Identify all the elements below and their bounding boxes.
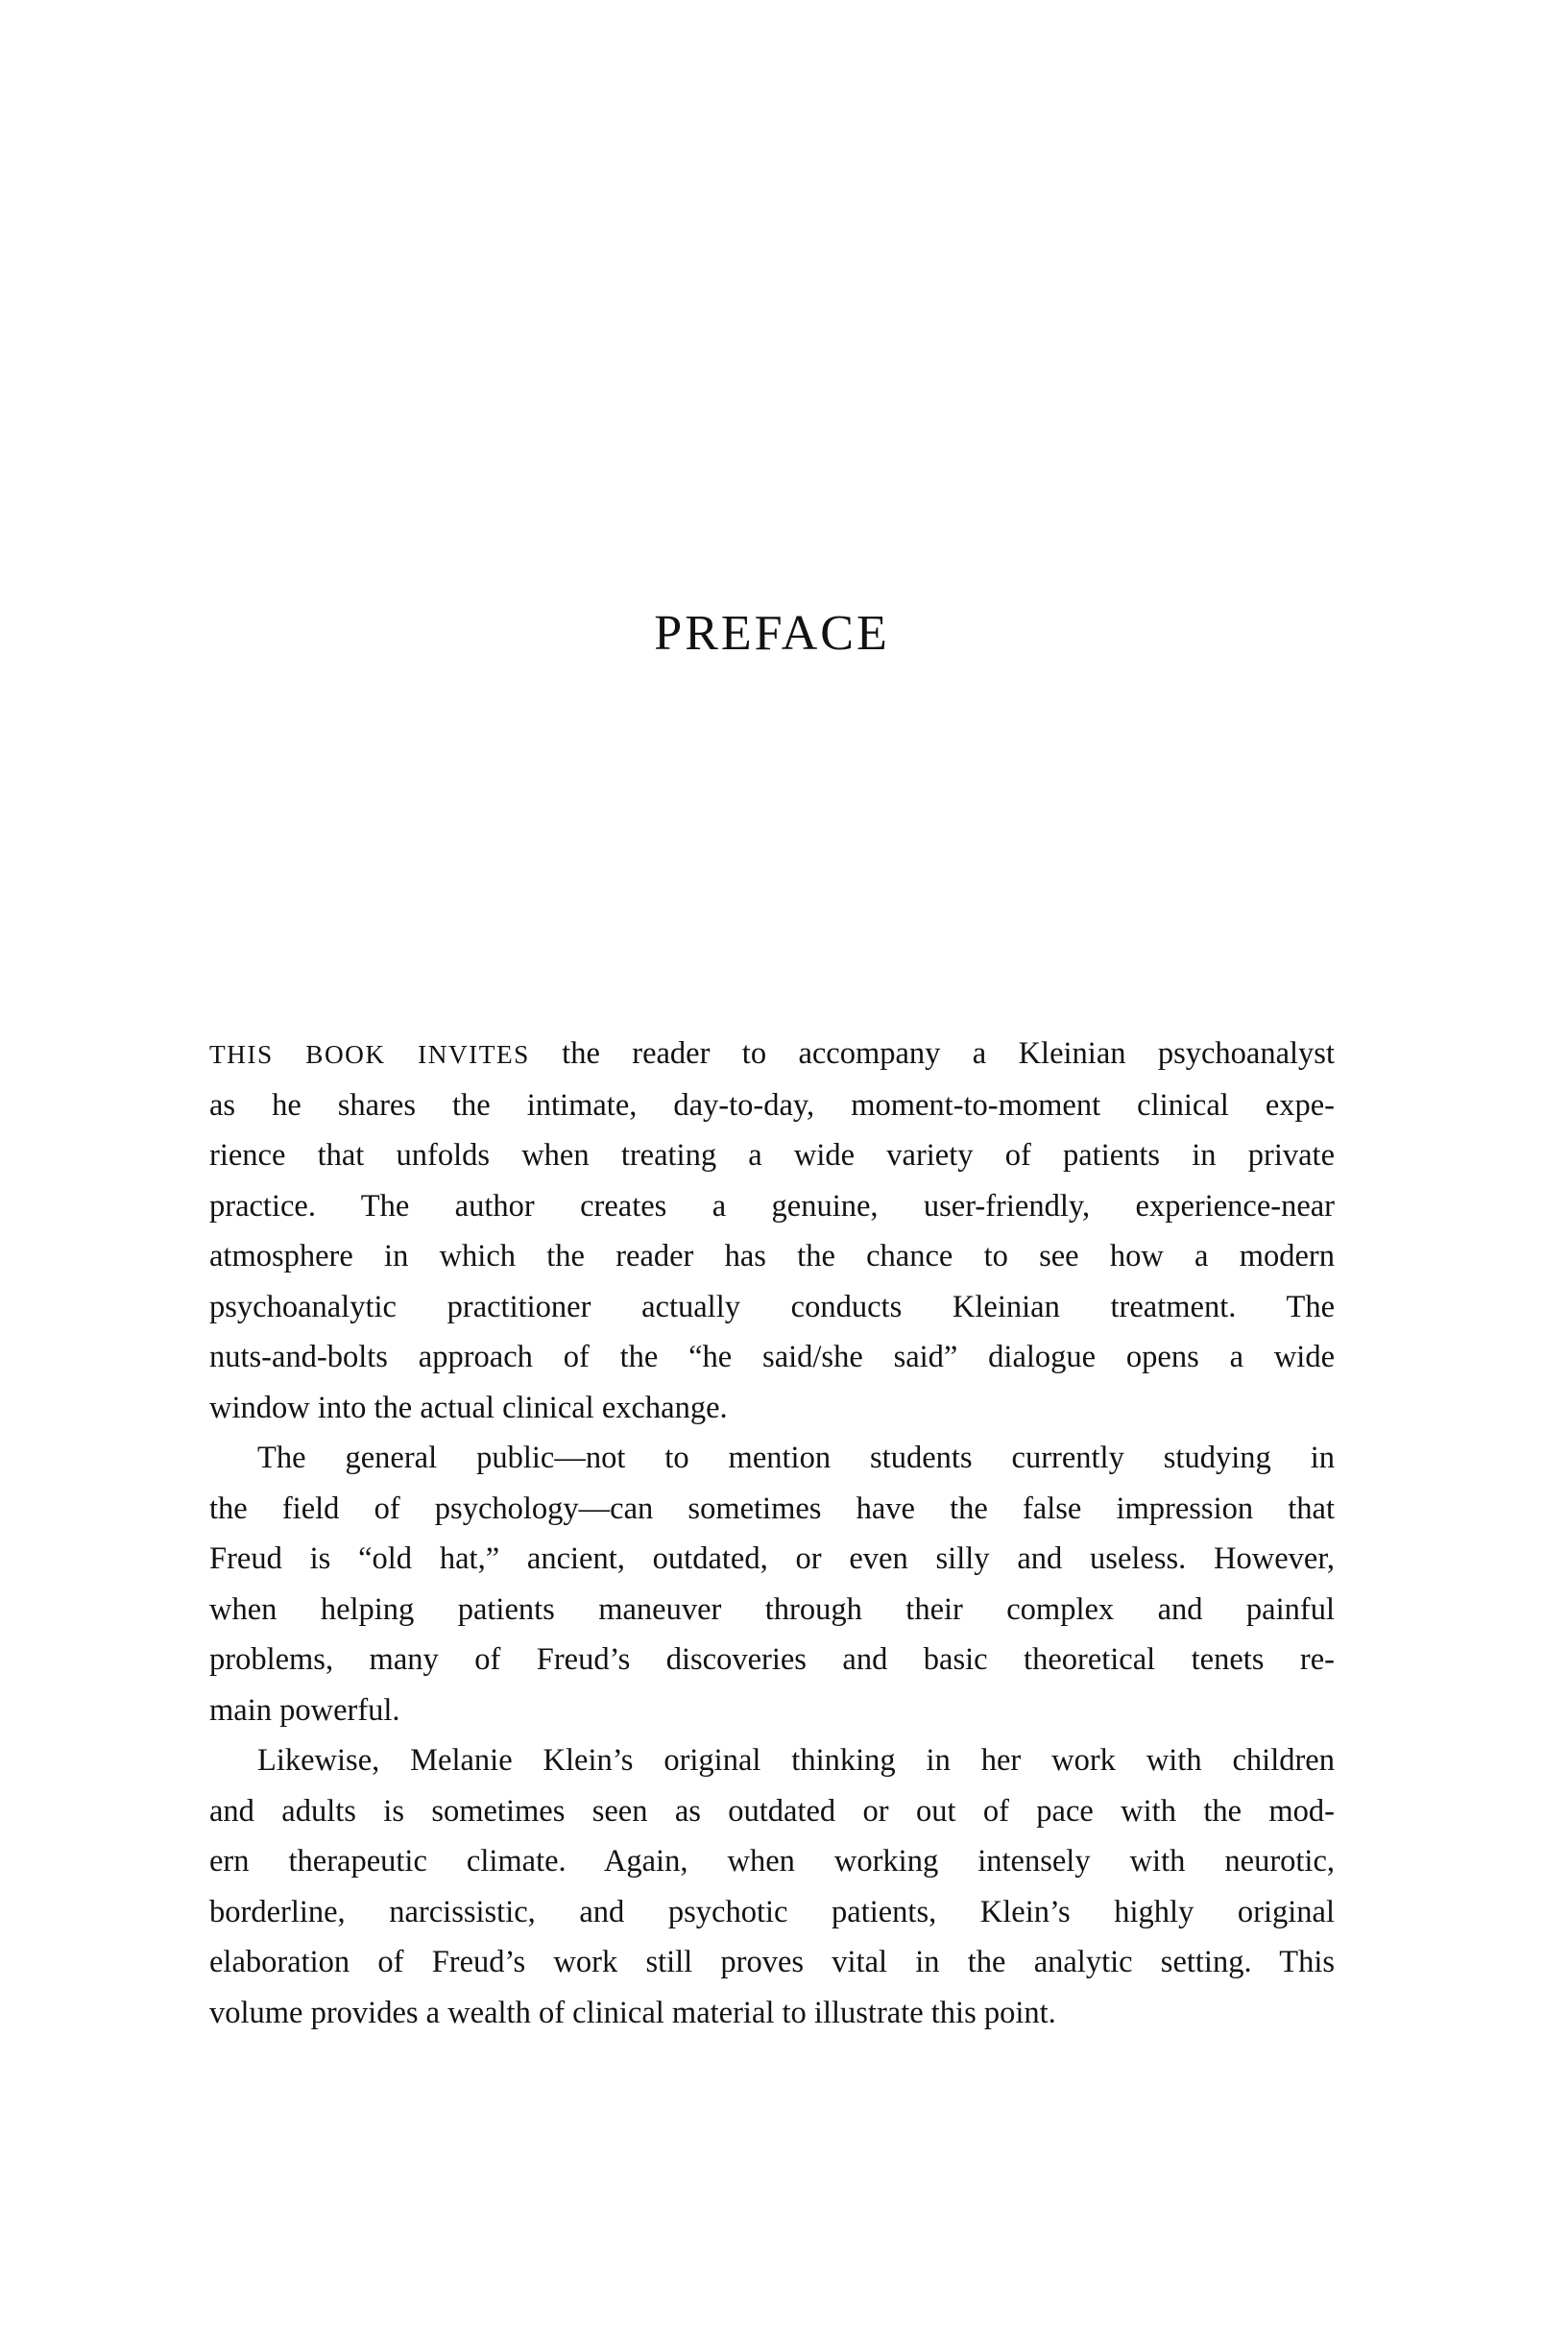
text-line: Likewise, Melanie Klein’s original thinking in her work with children — [257, 1743, 1335, 1778]
text-line: elaboration of Freud’s work still proves vital in the analytic setting. This — [209, 1945, 1335, 1979]
text-line: Freud is “old hat,” ancient, outdated, or even silly and useless. However, — [209, 1541, 1335, 1576]
text-line: nuts-and-bolts approach of the “he said/she said” dialogue opens a wide — [209, 1340, 1335, 1374]
text-line: when helping patients maneuver through their complex and painful — [209, 1591, 1335, 1627]
text-line: practice. The author creates a genuine, user-friendly, experience-near — [209, 1188, 1335, 1224]
smallcaps-lead: THIS BOOK INVITES — [209, 1040, 530, 1069]
text-line: rience that unfolds when treating a wide variety of patients in private — [209, 1138, 1335, 1173]
paragraph-1 — [209, 1029, 1335, 1433]
text-line: main powerful. — [209, 1692, 400, 1728]
paragraph-3 — [209, 1735, 1335, 2038]
paragraph-2 — [209, 1433, 1335, 1735]
text-line: borderline, narcissistic, and psychotic patients, Klein’s highly original — [209, 1894, 1335, 1929]
text-line: atmosphere in which the reader has the chance to see how a modern — [209, 1239, 1335, 1273]
text-line: volume provides a wealth of clinical material to illustrate this point. — [209, 1995, 1056, 2030]
text-line: psychoanalytic practitioner actually conducts Kleinian treatment. The — [209, 1289, 1335, 1324]
text-line: window into the actual clinical exchange. — [209, 1390, 728, 1425]
text-line: problems, many of Freud’s discoveries and basic theoretical tenets re- — [209, 1642, 1335, 1677]
text-line: the field of psychology—can sometimes have the false impression that — [209, 1491, 1335, 1526]
page-title: PREFACE — [654, 606, 890, 661]
preface-body — [209, 1029, 1335, 2038]
text-line: ern therapeutic climate. Again, when working intensely with neurotic, — [209, 1844, 1335, 1879]
text-line: as he shares the intimate, day-to-day, moment-to-moment clinical expe- — [209, 1087, 1335, 1123]
text-line: and adults is sometimes seen as outdated or out of pace with the mod- — [209, 1793, 1335, 1829]
text-line: The general public—not to mention students currently studying in — [257, 1441, 1335, 1475]
text-line — [209, 1029, 1335, 1080]
lead-rest: the reader to accompany a Kleinian psychoanalyst — [529, 1036, 1335, 1071]
